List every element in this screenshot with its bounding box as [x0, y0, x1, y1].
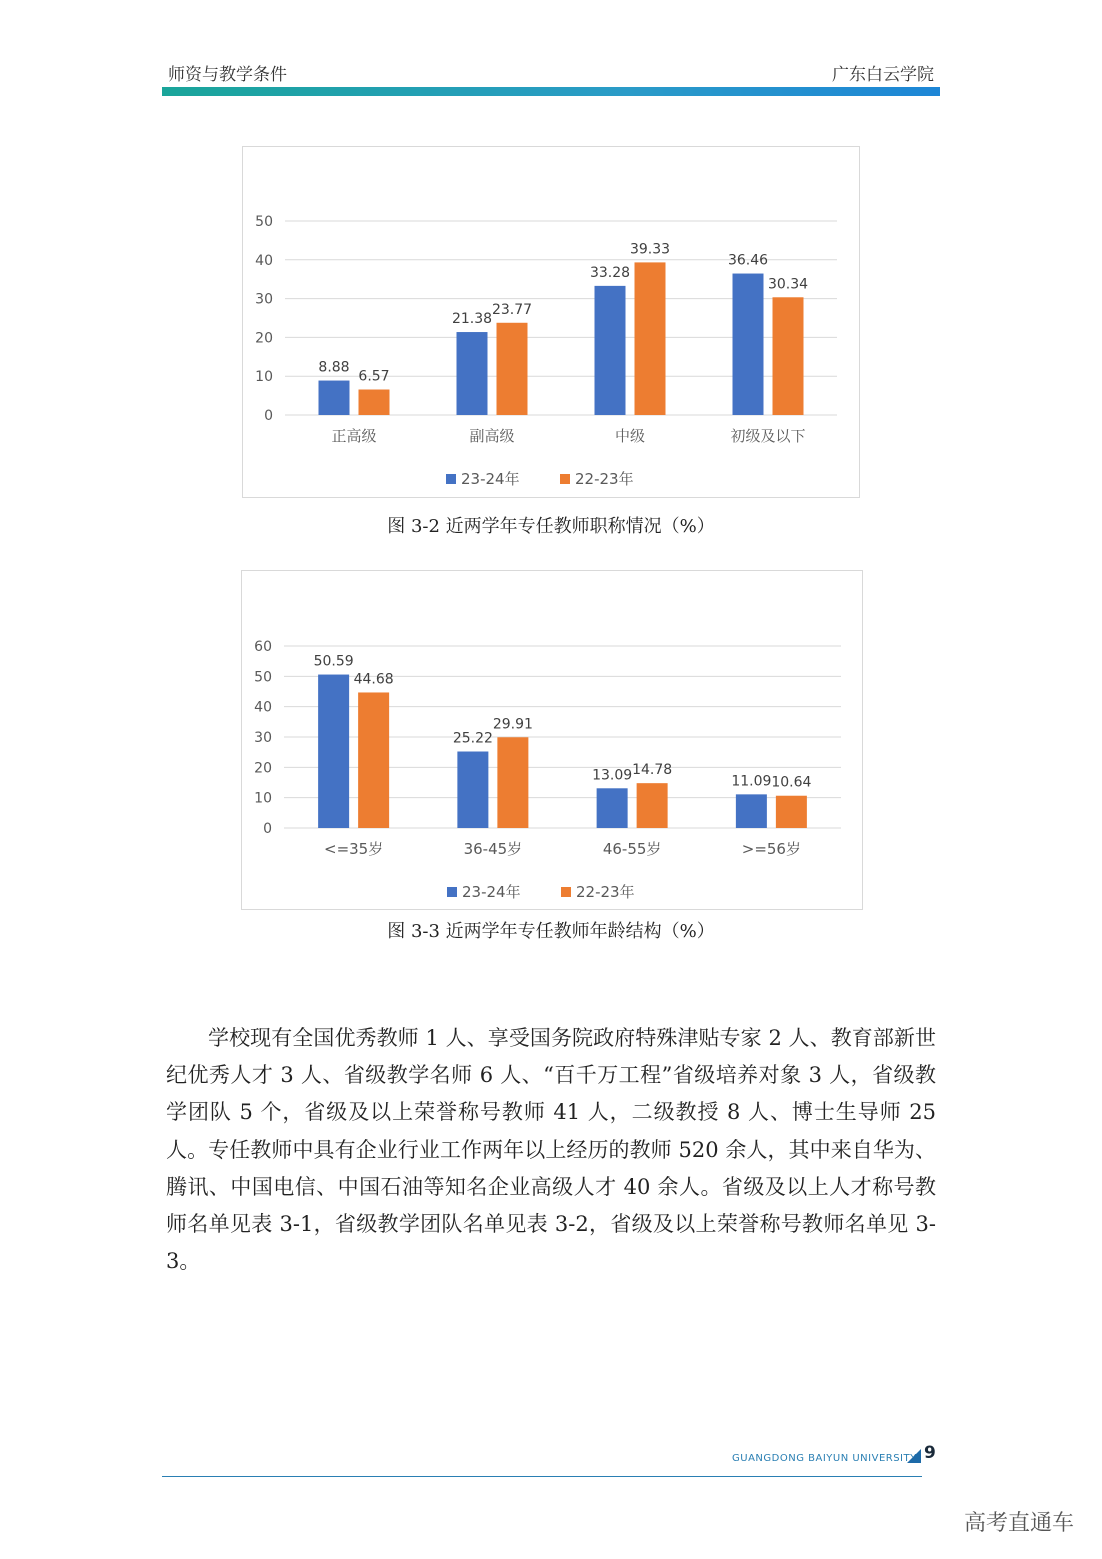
data-label: 23.77 — [491, 301, 533, 318]
data-label: 10.64 — [771, 774, 812, 791]
data-label: 11.09 — [731, 773, 772, 790]
figure-caption-3-2: 图 3-2 近两学年专任教师职称情况（%） — [387, 516, 715, 537]
data-label: 13.09 — [592, 767, 633, 784]
legend-swatch — [447, 887, 457, 897]
y-tick-label: 0 — [264, 408, 273, 424]
age-chart — [241, 570, 863, 910]
bar — [319, 381, 350, 415]
y-tick-label: 40 — [254, 699, 272, 716]
data-label: 36.46 — [727, 252, 769, 269]
header-school-name: 广东白云学院 — [832, 65, 934, 85]
x-tick-label: 46-55岁 — [602, 840, 662, 858]
watermark: 高考直通车 — [964, 1511, 1075, 1536]
body-paragraph: 学校现有全国优秀教师 1 人、享受国务院政府特殊津贴专家 2 人、教育部新世纪优秀人才 3 人、省级教学名师 6 人、“百千万工程”省级培养对象 3 人，省级教学团队 5 个，省级及以上荣誉称号教师 41 人，二级教授 8 人、博士生导师 25 人。专任教师中具有企业行业工作两年以上经历的教师 520 余人，其中来自华为、腾讯、中国电信、中国石油等知名企业高级人才 40 余人。省级及以上人才称号教师名单见表 3-1，省级教学团队名单见表 3-2，省级及以上荣誉称号教师名单见 3-3。 — [166, 1026, 936, 1274]
data-label: 8.88 — [318, 359, 350, 376]
footer-triangle-icon — [907, 1449, 921, 1463]
legend-label: 23-24年 — [461, 470, 520, 488]
y-tick-label: 60 — [254, 639, 272, 655]
y-tick-label: 50 — [255, 214, 273, 230]
y-tick-label: 20 — [254, 760, 272, 777]
legend-swatch — [446, 474, 456, 484]
footer-line — [162, 1476, 922, 1477]
figure-caption-3-3: 图 3-3 近两学年专任教师年龄结构（%） — [387, 921, 715, 942]
bar — [318, 675, 349, 828]
bar — [736, 794, 767, 828]
legend-label: 22-23年 — [575, 470, 634, 488]
data-label: 50.59 — [313, 653, 354, 670]
title-chart — [242, 146, 860, 498]
legend-swatch — [561, 887, 571, 897]
data-label: 6.57 — [358, 368, 390, 385]
x-tick-label: >=56岁 — [741, 840, 801, 858]
data-label: 29.91 — [492, 716, 533, 733]
data-label: 25.22 — [452, 730, 493, 747]
data-label: 33.28 — [589, 264, 631, 281]
y-tick-label: 10 — [254, 790, 272, 807]
data-label: 39.33 — [629, 241, 671, 258]
bar — [358, 692, 389, 828]
data-label: 14.78 — [632, 762, 673, 779]
bar — [635, 262, 666, 415]
bar — [595, 286, 626, 415]
title-chart-svg — [243, 147, 859, 497]
header-bar — [162, 87, 940, 96]
y-tick-label: 30 — [255, 291, 273, 308]
data-label: 44.68 — [353, 671, 394, 688]
bar — [359, 390, 390, 415]
legend-label: 23-24年 — [462, 883, 521, 901]
x-tick-label: 36-45岁 — [463, 840, 523, 858]
y-tick-label: 10 — [255, 369, 273, 386]
y-tick-label: 40 — [255, 252, 273, 269]
bar — [773, 297, 804, 415]
y-tick-label: 0 — [263, 821, 272, 837]
bar — [776, 796, 807, 828]
x-tick-label: 中级 — [614, 427, 646, 445]
legend-label: 22-23年 — [576, 883, 635, 901]
y-tick-label: 20 — [255, 330, 273, 347]
bar — [497, 323, 528, 415]
bar — [457, 332, 488, 415]
legend-swatch — [560, 474, 570, 484]
x-tick-label: <=35岁 — [324, 840, 384, 858]
bar — [733, 274, 764, 415]
footer-university: GUANGDONG BAIYUN UNIVERSITY — [732, 1453, 917, 1464]
bar — [597, 788, 628, 828]
y-tick-label: 50 — [254, 669, 272, 686]
page-number: 9 — [924, 1443, 936, 1463]
y-tick-label: 30 — [254, 730, 272, 746]
bar — [497, 737, 528, 828]
x-tick-label: 初级及以下 — [730, 427, 806, 445]
header-section-title: 师资与教学条件 — [168, 65, 287, 85]
data-label: 30.34 — [767, 276, 809, 293]
bar — [637, 783, 668, 828]
bar — [457, 751, 488, 828]
age-chart-svg — [242, 571, 862, 909]
x-tick-label: 副高级 — [469, 427, 515, 445]
x-tick-label: 正高级 — [331, 427, 377, 445]
data-label: 21.38 — [451, 311, 493, 328]
